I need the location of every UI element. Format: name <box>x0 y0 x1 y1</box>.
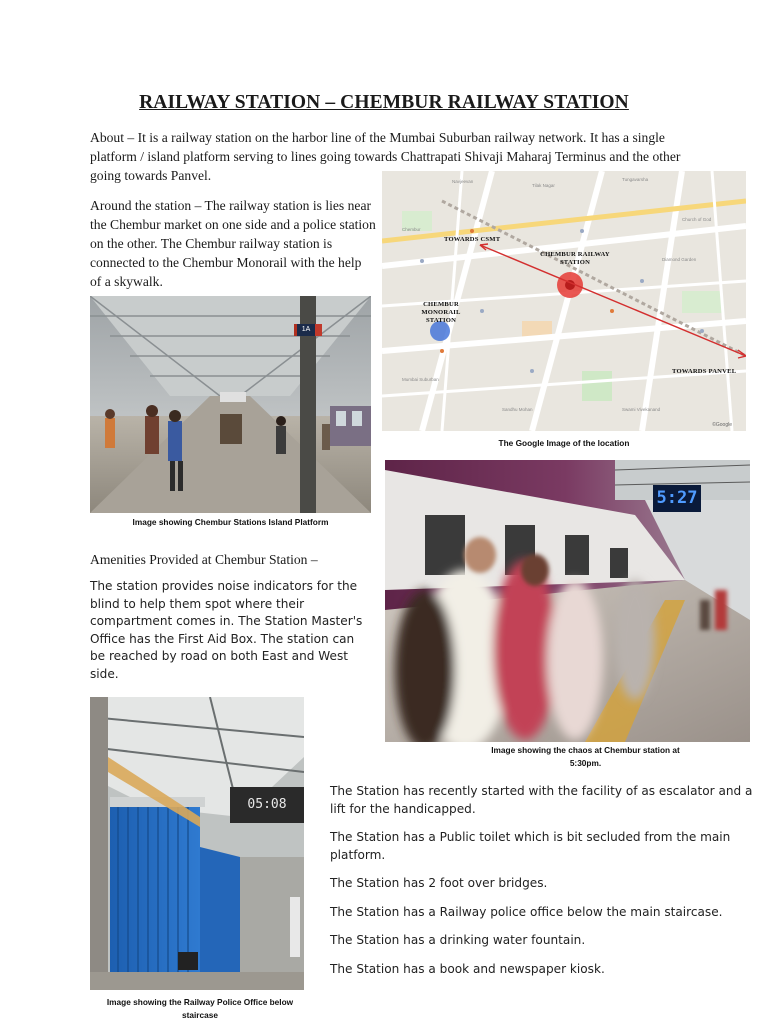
svg-text:Diamond Garden: Diamond Garden <box>662 257 697 262</box>
map-label-towards-csmt: TOWARDS CSMT <box>444 236 501 243</box>
svg-text:Navjeevan: Navjeevan <box>452 179 474 184</box>
page-title: RAILWAY STATION – CHEMBUR RAILWAY STATION <box>139 92 629 113</box>
facility-item: The Station has a drinking water fountain. <box>330 933 586 947</box>
police-office-caption: Image showing the Railway Police Office below staircase <box>106 997 294 1020</box>
map-label-towards-panvel: TOWARDS PANVEL <box>672 368 737 375</box>
map-label-chembur-station: CHEMBUR RAILWAY STATION <box>540 251 610 266</box>
svg-text:Sandhu Mohan: Sandhu Mohan <box>502 407 533 412</box>
svg-text:©Google: ©Google <box>712 422 732 428</box>
svg-text:Mumbai Suburban: Mumbai Suburban <box>402 377 439 382</box>
svg-text:Tungavarsha: Tungavarsha <box>622 177 649 182</box>
police-office-photo <box>90 697 304 990</box>
platform-photo-graphic <box>90 296 371 513</box>
map-caption: The Google Image of the location <box>498 438 630 448</box>
svg-text:Tilak Nagar: Tilak Nagar <box>532 183 555 188</box>
chaos-photo <box>385 460 750 742</box>
amenities-heading: Amenities Provided at Chembur Station – <box>90 552 318 567</box>
facility-item: The Station has 2 foot over bridges. <box>330 876 548 890</box>
location-map <box>382 171 746 431</box>
facility-item: The Station has a Public toilet which is bit secluded from the main platform. <box>330 830 731 862</box>
svg-text:Chembur: Chembur <box>402 227 421 232</box>
facility-item: The Station has a Railway police office below the main staircase. <box>330 904 723 919</box>
amenities-paragraph: The station provides noise indicators for the blind to help them spot where their compartment comes in. The Station Master's Office has the First Aid Box. The station can be reached by road on both East and West side. <box>90 579 363 681</box>
svg-text:Swami Vivekanand: Swami Vivekanand <box>622 407 661 412</box>
about-paragraph: About – It is a railway station on the harbor line of the Mumbai Suburban railway network. It has a single platform / island platform serving to lines going towards Chattrapati Shivaji Maharaj Terminus and the other going towards Panvel. <box>90 130 681 183</box>
map-label-monorail: CHEMBUR MONORAIL STATION <box>421 301 461 324</box>
platform-number-sign: 1A <box>297 324 315 336</box>
facility-item: The Station has a book and newspaper kiosk. <box>330 961 605 976</box>
facility-item: The Station has recently started with the facility of as escalator and a lift for the handicapped. <box>330 784 753 816</box>
police-office-photo-graphic <box>90 697 304 990</box>
police-office-clock: 05:08 <box>247 797 287 812</box>
platform-photo-caption: Image showing Chembur Stations Island Platform <box>132 517 329 527</box>
around-paragraph: Around the station – The railway station is lies near the Chembur market on one side and a police station on the other. The Chembur railway station is connected to the Chembur Monorail with the help of a skywalk. <box>90 198 376 289</box>
platform-photo <box>90 296 371 513</box>
chaos-photo-caption: Image showing the chaos at Chembur station at 5:30pm. <box>491 745 680 768</box>
svg-text:Church of God: Church of God <box>682 217 712 222</box>
facilities-list <box>330 783 755 989</box>
station-clock: 5:27 <box>656 488 698 508</box>
